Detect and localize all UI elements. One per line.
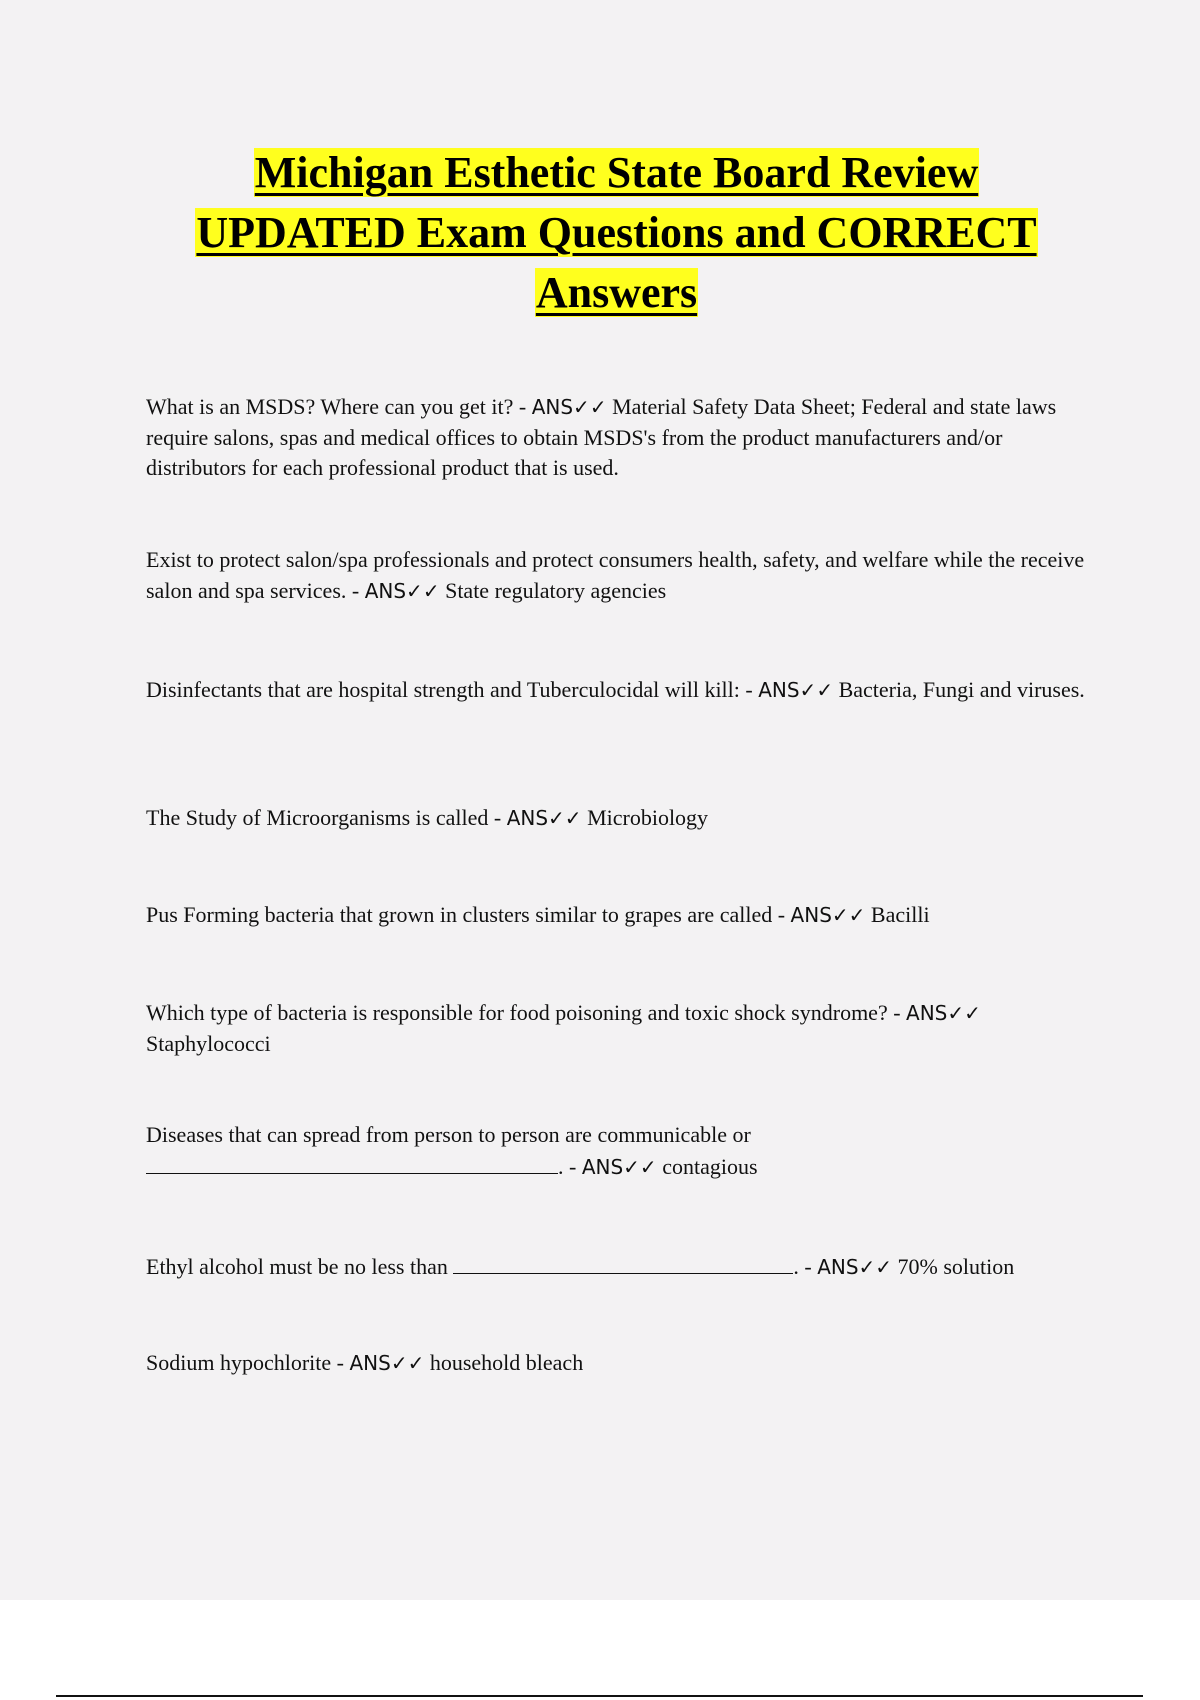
title-line-3: Answers bbox=[535, 268, 698, 317]
fill-in-blank bbox=[453, 1251, 793, 1274]
fill-in-blank bbox=[146, 1151, 558, 1174]
qa-item-disinfectants bbox=[146, 675, 1086, 706]
ans-marker: ANS✓✓ bbox=[790, 903, 866, 927]
question-text: Exist to protect salon/spa professionals and protect consumers health, safety, and welfare while the receive salon and spa services. - bbox=[146, 547, 1085, 603]
qa-item-msds bbox=[146, 392, 1086, 484]
question-text: Which type of bacteria is responsible for food poisoning and toxic shock syndrome? - bbox=[146, 1000, 901, 1025]
ans-marker: ANS✓✓ bbox=[506, 806, 582, 830]
ans-marker: ANS✓✓ bbox=[906, 1001, 981, 1025]
ans-marker: ANS✓✓ bbox=[531, 395, 607, 419]
question-text: What is an MSDS? Where can you get it? - bbox=[146, 394, 527, 419]
qa-item-ethyl-alcohol bbox=[146, 1251, 1086, 1283]
question-text: Ethyl alcohol must be no less than bbox=[146, 1254, 448, 1279]
ans-marker: ANS✓✓ bbox=[581, 1154, 657, 1179]
question-text: Sodium hypochlorite - bbox=[146, 1350, 344, 1375]
question-text-end: . - bbox=[558, 1153, 577, 1179]
qa-item-sodium-hypochlorite bbox=[146, 1348, 1086, 1379]
answer-text: contagious bbox=[662, 1153, 758, 1179]
qa-item-regulatory-agencies bbox=[146, 545, 1086, 606]
ans-marker: ANS✓✓ bbox=[349, 1351, 425, 1375]
answer-text: Bacilli bbox=[870, 902, 930, 927]
answer-text: Bacteria, Fungi and viruses. bbox=[838, 677, 1085, 702]
qa-item-microbiology bbox=[146, 803, 1086, 834]
title-line-1: Michigan Esthetic State Board Review bbox=[254, 148, 979, 197]
answer-text: 70% solution bbox=[897, 1254, 1015, 1279]
question-text: The Study of Microorganisms is called - bbox=[146, 805, 502, 830]
answer-text: household bleach bbox=[429, 1350, 584, 1375]
ans-marker: ANS✓✓ bbox=[364, 578, 440, 603]
ans-marker: ANS✓✓ bbox=[817, 1255, 893, 1279]
question-text: Pus Forming bacteria that grown in clusters similar to grapes are called - bbox=[146, 902, 786, 927]
question-text: Diseases that can spread from person to person are communicable or bbox=[146, 1122, 751, 1147]
ans-marker: ANS✓✓ bbox=[758, 678, 834, 702]
answer-text: Microbiology bbox=[587, 805, 709, 830]
question-text: Disinfectants that are hospital strength and Tuberculocidal will kill: - bbox=[146, 677, 753, 702]
title-line-2: UPDATED Exam Questions and CORRECT bbox=[196, 208, 1037, 257]
document-title bbox=[100, 143, 1133, 323]
qa-item-food-poisoning-bacteria bbox=[146, 998, 1086, 1059]
answer-text: State regulatory agencies bbox=[445, 577, 667, 603]
answer-text: Material Safety Data Sheet; Federal and state laws require salons, spas and medical offices to obtain MSDS's from the product manufacturers and/or distributors for each professional product that is used. bbox=[146, 394, 1057, 480]
answer-text: Staphylococci bbox=[146, 1030, 271, 1056]
question-text-end: . - bbox=[793, 1254, 812, 1279]
qa-item-pus-forming-bacteria bbox=[146, 900, 1086, 931]
bottom-divider bbox=[56, 1695, 1143, 1697]
qa-item-communicable-diseases bbox=[146, 1120, 1086, 1182]
